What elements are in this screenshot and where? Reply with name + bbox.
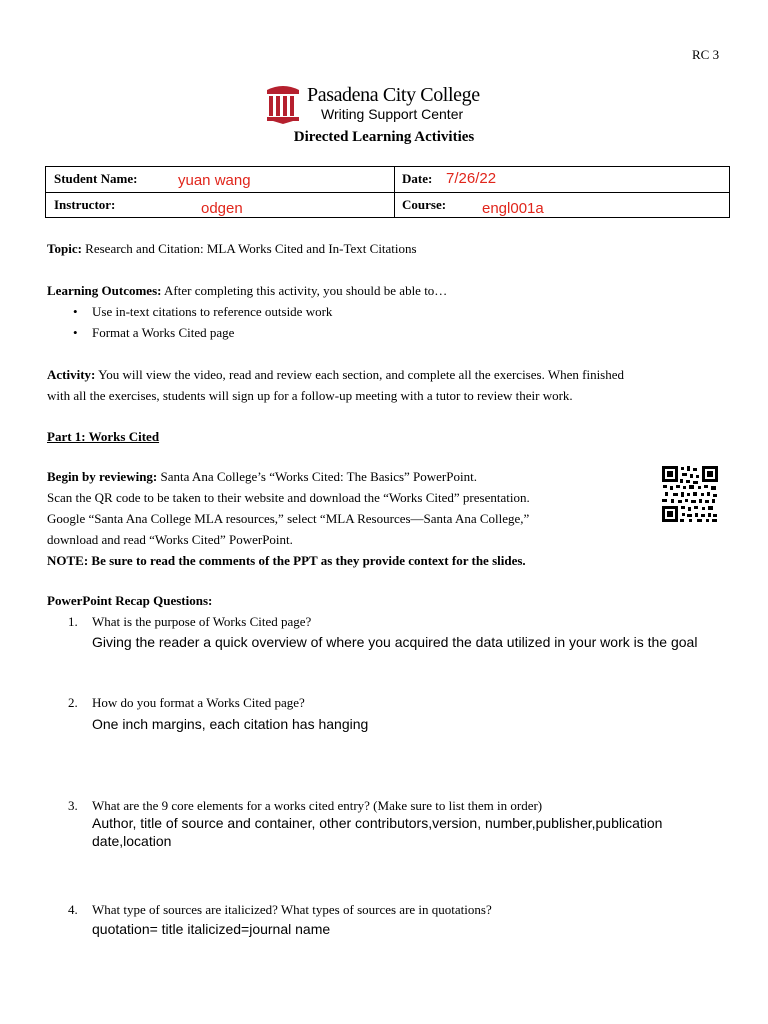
outcomes-intro	[47, 280, 737, 301]
begin-line	[47, 466, 667, 487]
question-text: What type of sources are italicized? What types of sources are in quotations?	[92, 902, 492, 917]
note-line	[47, 550, 667, 571]
activity-line: with all the exercises, students will sign up for a follow-up meeting with a tutor to review their work.	[47, 388, 573, 403]
logo-name: Pasadena City College	[307, 84, 480, 106]
topic-line	[47, 238, 417, 259]
learning-outcomes	[47, 280, 737, 343]
instructor-label: Instructor:	[54, 197, 116, 212]
student-name-value[interactable]: yuan wang	[178, 172, 251, 189]
page-code: RC 3	[692, 47, 720, 62]
question-text: What is the purpose of Works Cited page?	[92, 614, 312, 629]
begin-text: Santa Ana College’s “Works Cited: The Basics” PowerPoint.	[160, 469, 477, 484]
college-crest-icon	[265, 84, 301, 124]
outcomes-label: Learning Outcomes:	[47, 283, 162, 298]
course-value[interactable]: engl001a	[482, 200, 544, 217]
question-number: 3.	[68, 798, 78, 813]
outcomes-list	[47, 301, 737, 343]
course-label: Course:	[402, 197, 447, 212]
date-value[interactable]: 7/26/22	[446, 170, 497, 187]
question-text: How do you format a Works Cited page?	[92, 695, 305, 710]
outcomes-text: After completing this activity, you should be able to…	[164, 283, 448, 298]
begin-label: Begin by reviewing:	[47, 469, 158, 484]
answer-text[interactable]: quotation= title italicized=journal name	[92, 921, 331, 937]
question-number: 1.	[68, 614, 78, 629]
document-title: Directed Learning Activities	[293, 129, 475, 145]
note-label: NOTE:	[47, 553, 89, 568]
activity-line	[47, 364, 747, 385]
answer-text[interactable]: One inch margins, each citation has hanging	[92, 716, 369, 732]
answer-text[interactable]: Giving the reader a quick overview of where you acquired the data utilized in your work is the goal	[92, 634, 698, 650]
instruction-line: Scan the QR code to be taken to their website and download the “Works Cited” presentation.	[47, 490, 530, 505]
list-item: • Use in-text citations to reference outside work	[47, 301, 737, 322]
question-number: 2.	[68, 695, 78, 710]
activity-label: Activity:	[47, 367, 96, 382]
question-text: What are the 9 core elements for a works cited entry? (Make sure to list them in order)	[92, 798, 543, 813]
date-label: Date:	[402, 171, 433, 186]
logo-subtitle: Writing Support Center	[321, 106, 464, 122]
list-item: • Format a Works Cited page	[47, 322, 737, 343]
part1-instructions	[47, 466, 667, 571]
qr-code-icon[interactable]	[662, 466, 718, 522]
college-logo	[265, 82, 510, 126]
instruction-line: download and read “Works Cited” PowerPoint.	[47, 532, 293, 547]
note-text: Be sure to read the comments of the PPT as they provide context for the slides.	[91, 553, 526, 568]
answer-text[interactable]: Author, title of source and container, other contributors,version, number,publisher,publication date,location	[92, 815, 663, 849]
recap-heading: PowerPoint Recap Questions:	[47, 593, 213, 608]
part1-heading: Part 1: Works Cited	[47, 429, 160, 444]
instructor-value[interactable]: odgen	[201, 200, 243, 217]
activity-section	[47, 364, 747, 406]
table-divider	[46, 192, 729, 193]
question-number: 4.	[68, 902, 78, 917]
topic-text: Research and Citation: MLA Works Cited and In-Text Citations	[85, 241, 417, 256]
instruction-line: Google “Santa Ana College MLA resources,” select “MLA Resources—Santa Ana College,”	[47, 511, 530, 526]
student-info-table	[45, 166, 730, 218]
topic-label: Topic:	[47, 241, 82, 256]
student-name-label: Student Name:	[54, 171, 138, 186]
activity-text: You will view the video, read and review each section, and complete all the exercises. When finished	[98, 367, 625, 382]
